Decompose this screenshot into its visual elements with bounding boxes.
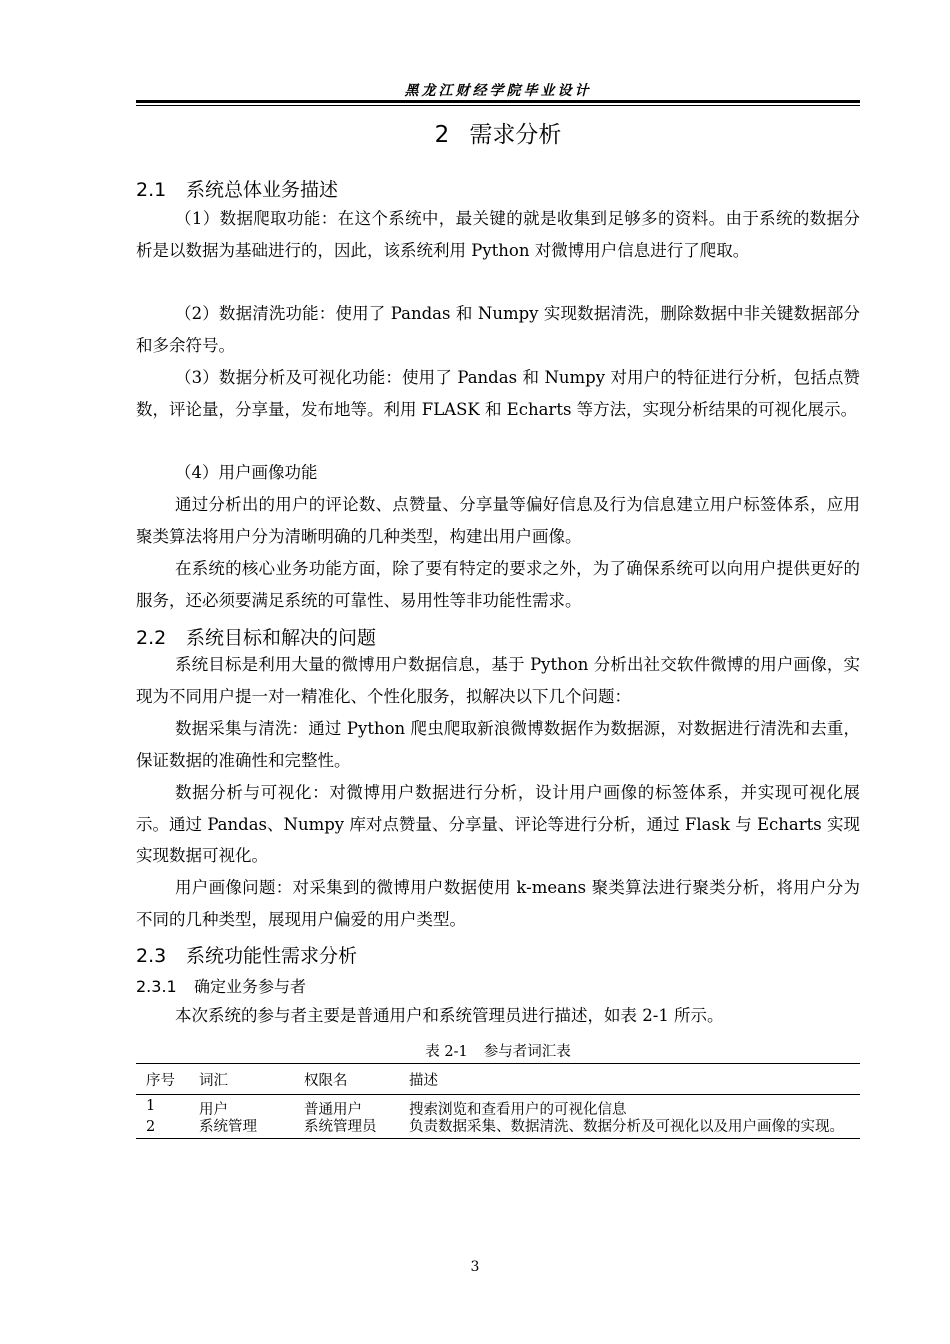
paragraph: （4）用户画像功能	[175, 463, 318, 482]
paragraph: 系统目标是利用大量的微博用户数据信息，基于 Python 分析出社交软件微博的用户画像，实现为不同用户提一对一精准化、个性化服务，拟解决以下几个问题：	[136, 655, 860, 706]
column-header: 权限名	[304, 1072, 348, 1089]
paragraph: 数据采集与清洗：通过 Python 爬虫爬取新浪微博数据作为数据源，对数据进行清洗和去重，保证数据的准确性和完整性。	[136, 719, 860, 770]
subsection-title: 确定业务参与者	[194, 977, 307, 996]
section-title: 系统总体业务描述	[186, 179, 339, 201]
participant-glossary-table	[136, 1063, 860, 1139]
table-caption-number: 表 2-1	[425, 1044, 468, 1060]
column-header: 词汇	[199, 1072, 228, 1089]
paragraph: 用户画像问题：对采集到的微博用户数据使用 k-means 聚类算法进行聚类分析，将用户分为不同的几种类型，展现用户偏爱的用户类型。	[136, 878, 860, 929]
table-cell: 搜索浏览和查看用户的可视化信息	[409, 1102, 627, 1118]
header-rule-thick	[136, 100, 860, 103]
section-heading-2-1	[136, 175, 338, 202]
table-cell: 2	[146, 1119, 156, 1135]
paragraph: （2）数据清洗功能：使用了 Pandas 和 Numpy 实现数据清洗，删除数据中非关键数据部分和多余符号。	[136, 304, 860, 355]
table-caption	[136, 1040, 860, 1061]
page-number: 3	[470, 1259, 480, 1275]
chapter-title	[136, 116, 860, 149]
column-header: 序号	[146, 1072, 175, 1089]
table-row	[136, 1095, 860, 1120]
subsection-number: 2.3.1	[136, 977, 177, 996]
section-number: 2.1	[136, 179, 167, 201]
table-cell: 1	[146, 1098, 156, 1114]
table-header-row	[136, 1064, 860, 1095]
section-title: 系统目标和解决的问题	[186, 627, 377, 649]
paragraph: 数据分析与可视化：对微博用户数据进行分析，设计用户画像的标签体系，并实现可视化展示。通过 Pandas、Numpy 库对点赞量、分享量、评论等进行分析，通过 Flask 与 Echarts 实现实现数据可视化。	[136, 783, 860, 865]
table-cell: 普通用户	[304, 1102, 362, 1118]
section-number: 2.3	[136, 945, 167, 967]
paragraph: 通过分析出的用户的评论数、点赞量、分享量等偏好信息及行为信息建立用户标签体系，应用聚类算法将用户分为清晰明确的几种类型，构建出用户画像。	[136, 495, 860, 546]
paragraph: 在系统的核心业务功能方面，除了要有特定的要求之外，为了确保系统可以向用户提供更好的服务，还必须要满足系统的可靠性、易用性等非功能性需求。	[136, 559, 860, 610]
chapter-number: 2	[434, 122, 450, 148]
table-cell: 系统管理员	[304, 1119, 377, 1135]
section-number: 2.2	[136, 627, 167, 649]
paragraph: （3）数据分析及可视化功能：使用了 Pandas 和 Numpy 对用户的特征进行分析，包括点赞数，评论量，分享量，发布地等。利用 FLASK 和 Echarts 等方法，实现分析结果的可视化展示。	[136, 368, 860, 419]
table-row	[136, 1119, 860, 1139]
table-cell: 负责数据采集、数据清洗、数据分析及可视化以及用户画像的实现。	[409, 1119, 844, 1135]
section-heading-2-2	[136, 623, 376, 650]
table-cell: 用户	[199, 1102, 228, 1118]
running-header: 黑龙江财经学院毕业设计	[404, 83, 592, 99]
header-rule-thin	[136, 105, 860, 106]
subsection-heading-2-3-1	[136, 974, 306, 997]
column-header: 描述	[409, 1072, 438, 1089]
table-cell: 系统管理	[199, 1119, 257, 1135]
table-caption-title: 参与者词汇表	[483, 1044, 571, 1060]
section-title: 系统功能性需求分析	[186, 945, 358, 967]
section-heading-2-3	[136, 941, 357, 968]
paragraph: 本次系统的参与者主要是普通用户和系统管理员进行描述，如表 2-1 所示。	[175, 1006, 724, 1025]
paragraph: （1）数据爬取功能：在这个系统中，最关键的就是收集到足够多的资料。由于系统的数据分析是以数据为基础进行的，因此，该系统利用 Python 对微博用户信息进行了爬取。	[136, 209, 860, 260]
chapter-title-text: 需求分析	[469, 122, 562, 148]
